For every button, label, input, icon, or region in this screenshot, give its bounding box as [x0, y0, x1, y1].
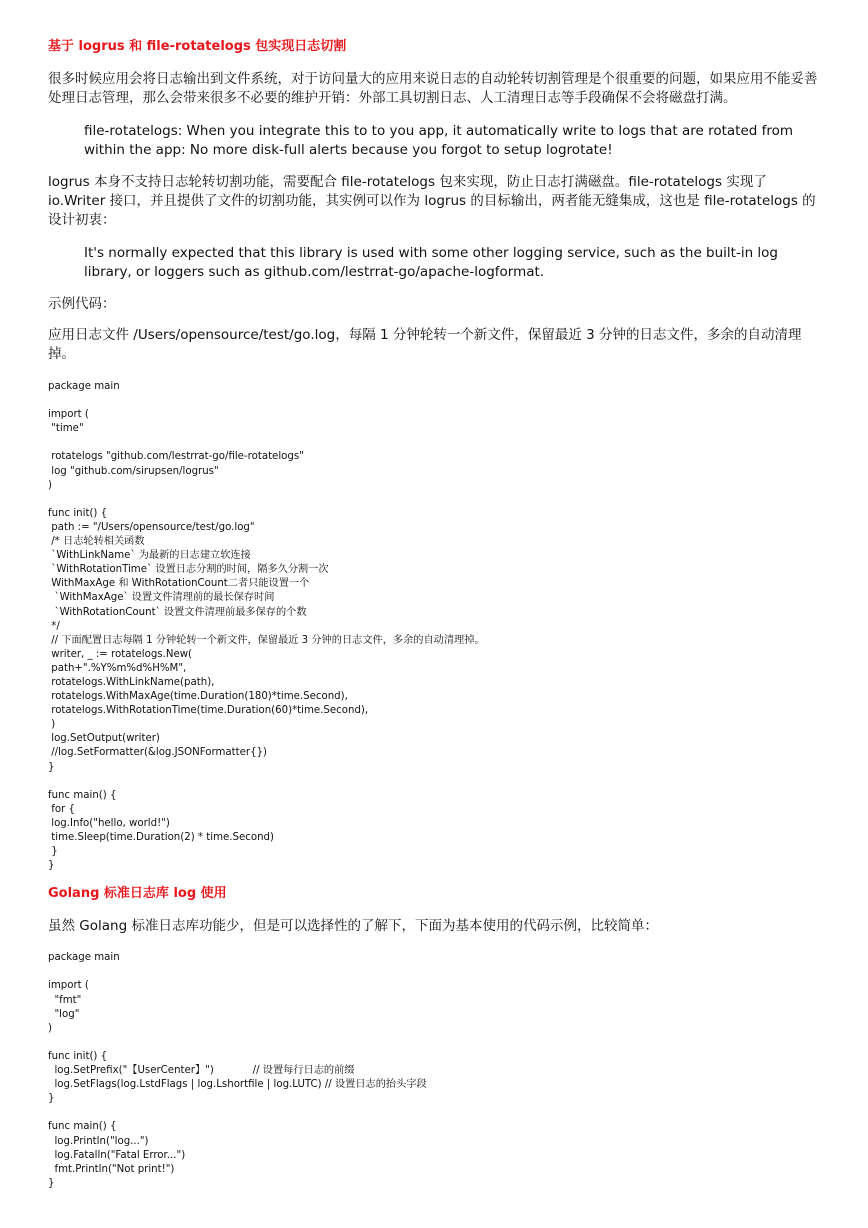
code-line: `WithLinkName` 为最新的日志建立软连接 [48, 550, 251, 562]
code-line: log.Info("hello, world!") [48, 817, 170, 829]
code-line [48, 436, 828, 450]
code-line: } [48, 1177, 55, 1189]
golang-log-paragraph: 虽然 Golang 标准日志库功能少，但是可以选择性的了解下，下面为基本使用的代码示例，比较简单： [48, 918, 658, 935]
code-line: func main() { [48, 789, 117, 801]
code-line: for { [48, 803, 75, 815]
code-line: ) [48, 719, 56, 731]
code-line: // 下面配置日志每隔 1 分钟轮转一个新文件，保留最近 3 分钟的日志文件，多余的自动清理掉。 [48, 634, 485, 646]
intro-paragraph: 很多时候应用会将日志输出到文件系统，对于访问量大的应用来说日志的自动轮转切割管理是个很重要的问题，如果应用不能妥善处理日志管理，那么会带来很多不必要的维护开销：外部工具切割日志、人工清理日志等手段确保不会将磁盘打满。 [48, 71, 818, 106]
code-line: log.SetFlags(log.LstdFlags | log.Lshortfile | log.LUTC) // 设置日志的抬头字段 [48, 1079, 427, 1091]
code-line: package main [48, 952, 120, 964]
code-line: import ( [48, 980, 89, 992]
code-line: log.Fatalln("Fatal Error...") [48, 1149, 186, 1161]
code-line: time.Sleep(time.Duration(2) * time.Second) [48, 832, 274, 843]
code-line: ) [48, 1022, 52, 1034]
document-page [48, 38, 828, 1191]
code-line [48, 1106, 828, 1120]
code-line: WithMaxAge 和 WithRotationCount二者只能设置一个 [48, 578, 310, 590]
code-line: log.Println("log...") [48, 1135, 149, 1147]
code-line: rotatelogs.WithRotationTime(time.Duration(60)*time.Second), [48, 705, 369, 717]
code-line: `WithRotationTime` 设置日志分割的时间，隔多久分割一次 [48, 564, 329, 576]
code-line: func init() { [48, 507, 108, 519]
code-block-golang-log [48, 951, 828, 1191]
section-heading-logrus: 基于 logrus 和 file-rotatelogs 包实现日志切割 [48, 39, 347, 54]
code-line: rotatelogs.WithLinkName(path), [48, 676, 215, 688]
example-label: 示例代码： [48, 296, 116, 312]
code-line: log.SetOutput(writer) [48, 733, 160, 745]
rotatelogs-quote: file-rotatelogs: When you integrate this to to you app, it automatically write to logs that are rotated from within the app: No more disk-full alerts because you forgot to setup logrotate! [84, 123, 794, 158]
code-line [48, 775, 828, 789]
code-block-rotatelogs [48, 380, 828, 873]
code-line: } [48, 860, 55, 872]
logrus-paragraph: logrus 本身不支持日志轮转切割功能，需要配合 file-rotatelogs 包来实现，防止日志打满磁盘。file-rotatelogs 实现了 io.Writer 接口，并且提供了文件的切割功能，其实例可以作为 logrus 的目标输出，两者能无缝集成，这也是 file-rotatelogs 的设计初衷： [48, 174, 816, 228]
code-line: func init() { [48, 1050, 108, 1062]
code-line: ) [48, 479, 52, 491]
code-line: path+".%Y%m%d%H%M", [48, 662, 187, 674]
code-line: "fmt" [48, 994, 82, 1006]
code-line: /* 日志轮转相关函数 [48, 536, 145, 548]
code-line: path := "/Users/opensource/test/go.log" [48, 521, 255, 533]
code-line: } [48, 761, 55, 773]
code-line: package main [48, 381, 120, 392]
code-line: } [48, 846, 58, 858]
code-line [48, 965, 828, 979]
code-line: writer, _ := rotatelogs.New( [48, 648, 193, 660]
code-line [48, 493, 828, 507]
library-quote: It's normally expected that this library is used with some other logging service, such as the built-in log library, or loggers such as github.com/lestrrat-go/apache-logformat. [84, 245, 779, 280]
code-line: */ [48, 620, 60, 632]
code-line [48, 1036, 828, 1050]
code-line: //log.SetFormatter(&log.JSONFormatter{}) [48, 747, 268, 759]
code-line: func main() { [48, 1121, 117, 1133]
code-line: rotatelogs.WithMaxAge(time.Duration(180)*time.Second), [48, 691, 348, 703]
code-line: rotatelogs "github.com/lestrrat-go/file-rotatelogs" [48, 451, 304, 463]
code-line: "log" [48, 1008, 80, 1020]
code-line: `WithRotationCount` 设置文件清理前最多保存的个数 [48, 606, 307, 618]
code-line: fmt.Println("Not print!") [48, 1163, 175, 1175]
code-line: "time" [48, 423, 84, 435]
section-heading-golang-log: Golang 标准日志库 log 使用 [48, 886, 227, 902]
code-line [48, 394, 828, 408]
code-line: `WithMaxAge` 设置文件清理前的最长保存时间 [48, 592, 275, 604]
example-description: 应用日志文件 /Users/opensource/test/go.log，每隔 1 分钟轮转一个新文件，保留最近 3 分钟的日志文件，多余的自动清理掉。 [48, 327, 802, 362]
code-line: log.SetPrefix("【UserCenter】") // 设置每行日志的前缀 [48, 1065, 355, 1077]
code-line: log "github.com/sirupsen/logrus" [48, 465, 219, 477]
code-line: import ( [48, 409, 89, 421]
code-line: } [48, 1093, 55, 1105]
